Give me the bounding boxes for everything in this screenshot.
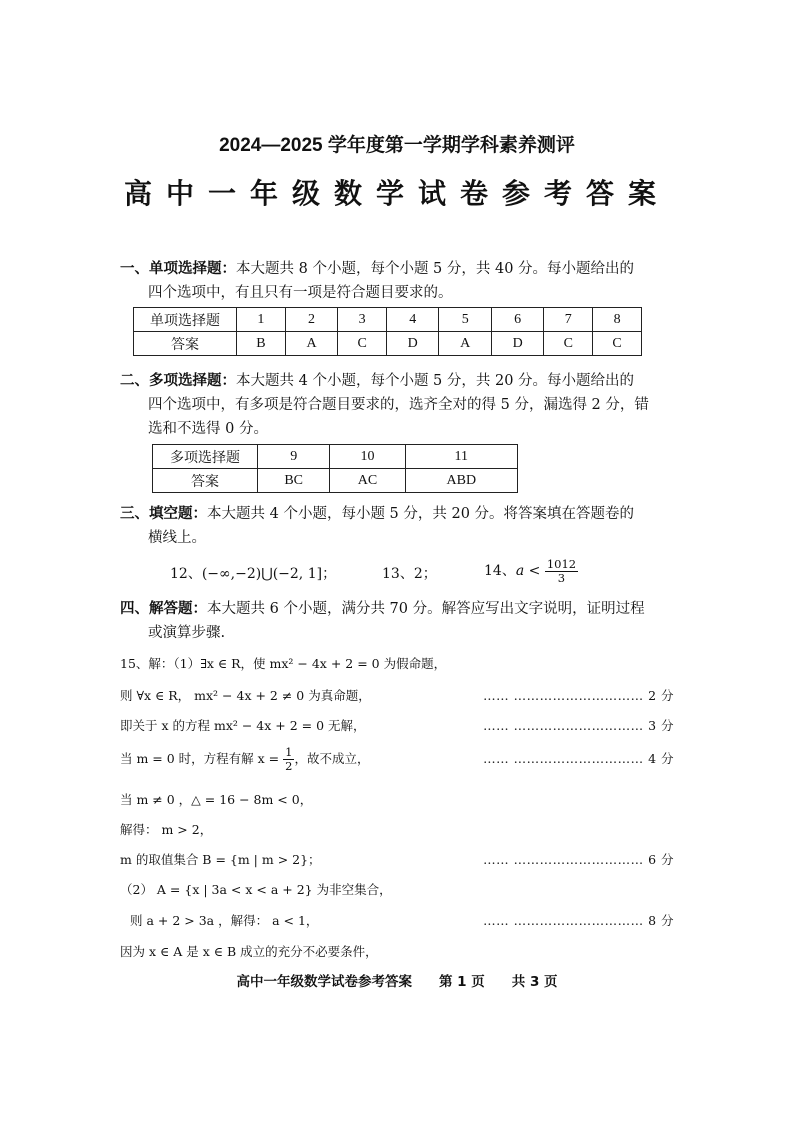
table-row-numbers <box>134 308 642 332</box>
table-row-answers <box>134 332 642 356</box>
fraction <box>545 558 578 585</box>
section4-text-line2: 或演算步骤. <box>148 625 226 641</box>
answer-cell: B <box>237 332 286 356</box>
answer-cell: D <box>491 332 543 356</box>
row-label-question: 多项选择题 <box>153 445 258 469</box>
answer-cell: AC <box>330 469 405 493</box>
answer-14 <box>484 553 578 589</box>
fraction-denominator: 3 <box>557 570 566 585</box>
question-number: 2 <box>285 308 337 332</box>
answer-14-prefix: 14、 <box>484 563 516 579</box>
single-choice-answer-table <box>133 307 642 356</box>
section2-heading: 二、多项选择题： <box>120 372 236 389</box>
section2-text-line2: 四个选项中，有多项是符合题目要求的，选齐全对的得 5 分，漏选得 2 分，错 <box>148 397 649 413</box>
question-number: 11 <box>405 445 517 469</box>
section1-heading: 一、单项选择题： <box>120 260 236 277</box>
solution-line: 则 a + 2 > 3a ，解得： a < 1， <box>130 913 319 928</box>
fraction-numerator: 1012 <box>546 556 577 571</box>
question-number: 10 <box>330 445 405 469</box>
solution-line <box>120 742 369 776</box>
answer-cell: C <box>593 332 642 356</box>
page-footer: 高中一年级数学试卷参考答案 第 1 页 共 3 页 <box>236 974 558 990</box>
question-number: 3 <box>338 308 387 332</box>
solution-line: 则 ∀x ∈ R， mx² − 4x + 2 ≠ 0 为真命题， <box>120 688 371 703</box>
document-title: 高中一年级数学试卷参考答案 <box>123 177 670 210</box>
answer-cell: A <box>285 332 337 356</box>
fraction-numerator: 1 <box>285 745 293 759</box>
fraction <box>283 746 294 773</box>
answer-12: 12、(−∞,−2)⋃(−2, 1]； <box>170 566 337 582</box>
section3-heading: 三、填空题： <box>120 505 207 522</box>
question-number: 6 <box>491 308 543 332</box>
solution-line: （2） A = {x | 3a < x < a + 2} 为非空集合， <box>120 882 392 897</box>
solution-line: m 的取值集合 B = {m | m > 2}； <box>120 852 321 867</box>
score-marker: …… ………………………… 8 分 <box>483 913 674 928</box>
answer-cell: C <box>338 332 387 356</box>
question-number: 4 <box>387 308 439 332</box>
solution-line: 15、解：（1）∃x ∈ R，使 mx² − 4x + 2 = 0 为假命题， <box>120 656 447 671</box>
row-label-answer: 答案 <box>153 469 258 493</box>
section3-text-line1: 本大题共 4 个小题，每小题 5 分，共 20 分。将答案填在答题卷的 <box>207 506 635 522</box>
exam-period-title: 2024—2025 学年度第一学期学科素养测评 <box>219 135 575 156</box>
solution-line-pre: 当 m = 0 时，方程有解 x = <box>120 751 280 766</box>
answer-14-var: a < <box>515 563 541 579</box>
question-number: 7 <box>544 308 593 332</box>
question-number: 1 <box>237 308 286 332</box>
row-label-answer: 答案 <box>134 332 237 356</box>
answer-cell: C <box>544 332 593 356</box>
section1-text-line2: 四个选项中，有且只有一项是符合题目要求的。 <box>148 285 453 301</box>
solution-line: 当 m ≠ 0 ，△ = 16 − 8m < 0， <box>120 792 313 807</box>
section1-text-line1: 本大题共 8 个小题，每个小题 5 分，共 40 分。每小题给出的 <box>236 261 635 277</box>
section3-text-line2: 横线上。 <box>148 530 206 546</box>
section2-text-line3: 选和不选得 0 分。 <box>148 421 268 437</box>
question-number: 8 <box>593 308 642 332</box>
score-marker: …… ………………………… 3 分 <box>483 718 674 733</box>
solution-line-post: ，故不成立， <box>294 751 370 766</box>
section2-intro <box>120 369 680 441</box>
multiple-choice-answer-table <box>152 444 518 493</box>
score-marker: …… ………………………… 2 分 <box>483 688 674 703</box>
question-number: 5 <box>439 308 491 332</box>
section1-intro <box>120 257 680 305</box>
solution-line: 即关于 x 的方程 mx² − 4x + 2 = 0 无解， <box>120 718 366 733</box>
solution-line: 解得： m > 2， <box>120 822 213 837</box>
score-marker: …… ………………………… 4 分 <box>483 751 674 766</box>
table-row-numbers <box>153 445 518 469</box>
answer-13: 13、2； <box>382 566 437 582</box>
section4-heading: 四、解答题： <box>120 600 207 617</box>
table-row-answers <box>153 469 518 493</box>
section4-intro <box>120 597 680 645</box>
answer-cell: D <box>387 332 439 356</box>
section4-text-line1: 本大题共 6 个小题，满分共 70 分。解答应写出文字说明，证明过程 <box>207 601 645 617</box>
solution-line: 因为 x ∈ A 是 x ∈ B 成立的充分不必要条件， <box>120 944 378 959</box>
answer-cell: BC <box>258 469 330 493</box>
answer-cell: A <box>439 332 491 356</box>
answer-cell: ABD <box>405 469 517 493</box>
row-label-question: 单项选择题 <box>134 308 237 332</box>
score-marker: …… ………………………… 6 分 <box>483 852 674 867</box>
section2-text-line1: 本大题共 4 个小题，每个小题 5 分，共 20 分。每小题给出的 <box>236 373 635 389</box>
section3-intro <box>120 502 680 550</box>
fraction-denominator: 2 <box>285 759 293 773</box>
question-number: 9 <box>258 445 330 469</box>
